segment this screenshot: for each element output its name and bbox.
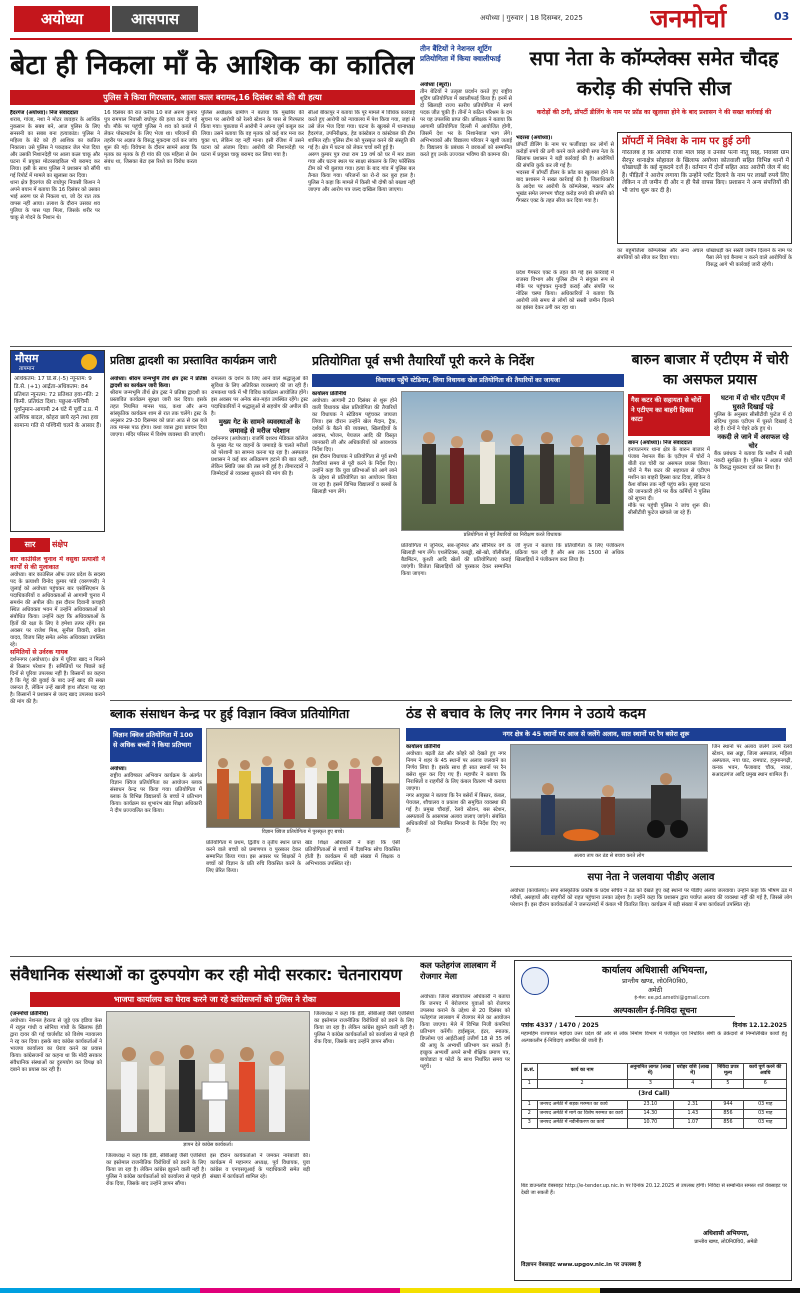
story2-col2 [516,270,614,330]
story5-sub2: नकदी ले जाने में असफल रहे चोर [717,433,789,450]
story3-para2: रामलला के दर्शन के लिए आने वाले श्रद्धालुओं की सुविधा के लिए अतिरिक्त व्यवस्थाएं की जा रही हैं। रामकथा पार्क में भी विविध कार्यक्रम आयोजित होंगे। इस अवसर पर अनेक संत-महंत उपस्थित रहेंगे। ट्रस्ट पदाधिकारियों ने श्रद्धालुओं से सहयोग की अपील की है। [211,376,308,417]
story2-col3 [617,248,703,308]
tender-cell-fee: 856 [712,1119,744,1128]
story5-col2 [714,394,792,696]
story3-headline: प्रतिष्ठा द्वादशी का प्रस्तावित कार्यक्रम जारी [110,354,277,367]
story9-col2 [106,1153,206,1281]
story5-sub1: घटना में दो चोर एटीएम में घुसते दिखाई पड़े [721,394,785,411]
divider-top [10,346,792,347]
story4-subhead: विधायक पहुँचे स्टेडियम, लिया विधायक खेल प्रतियोगिता की तैयारियों का जायजा [312,374,624,387]
story4-col1 [312,391,397,696]
story9-photo-caption: ज्ञापन देते कांग्रेस कार्यकर्ता। [106,1142,310,1151]
tender-cell-sn: 1 [522,1100,538,1109]
short-news-col [10,556,105,952]
tender-table-group-row [522,1089,787,1100]
story1-para3: 16 दिसंबर की रात करीब 10 बजे अरुण कुमार पुत्र रामपाल निवासी राघोपुर की हत्या कर दी गई थी। मौके पर पहुंची पुलिस ने शव को कब्जे में लेकर पोस्टमार्टम के लिए भेजा था। परिजनों की तहरीर पर अज्ञात के विरुद्ध मुकदमा दर्ज कर जांच शुरू की गई। विवेचना के दौरान सामने आया कि मृतक का मृतक के ही गांव की एक महिला से प्रेम संबंध था, जिसका बेटा इस रिश्ते का विरोध करता था। [104,110,197,172]
story4-headline: प्रतियोगिता पूर्व सभी तैयारियाँ पूरी करने के निर्देश [312,353,535,368]
tender-idx-5: 5 [712,1079,744,1088]
masthead-rule [10,38,792,40]
story6-box: विज्ञान क्विज प्रतियोगिता में 100 से अधिक बच्चों ने किया प्रतिभाग [110,728,202,762]
sun-icon [81,354,97,370]
weather-subtitle: तापमान [19,366,35,372]
story2-box-title: प्रॉपर्टी में निवेश के नाम पर हुई ठगी [622,136,751,147]
story6-col3 [305,840,400,952]
story2-para2: भदरसा में प्रॉपर्टी डीलर के फ्रॉड का खुलासा होने के बाद प्रशासन ने सख्त कार्रवाई की है। जिलाधिकारी के आदेश पर आरोपी के कॉम्प्लेक्स, मकान और भूखंड समेत लगभग चौदह करोड़ रुपये की संपत्ति को गैंगस्टर एक्ट के तहत सीज कर दिया गया है। [516,170,614,204]
weather-body: अधिकतम: 17 डि.से.(-5) न्यूनतम: 9 डि.से. (+1) आर्द्रता-अधिकतम: 84 प्रतिशत न्यूनतम: 72 प्रतिशत हवा-गति: 2 किमी. प्रतिघंटा दिशा: पछुआ-पश्चिमी पूर्वानुमान-आगामी 24 घंटे में पूर्वी उ.प्र. में आंशिक बादल, कोहरा छाये रहने तथा हवा सामान्य गति से पश्चिमी चलने के आसार हैं। [14,376,102,429]
shooting-body [420,82,512,270]
story4-photo-caption: प्रतियोगिता से पूर्व तैयारियों का निरीक्षण करते विधायक [401,532,624,541]
tender-city: अमेठी [647,986,663,994]
story5-para2: मौके पर पहुंची पुलिस ने जांच शुरू की। सीसीटीवी फुटेज खंगाले जा रहे हैं। [628,503,710,516]
story9-para1: अयोध्या। नेशनल हेराल्ड से जुड़े एक इडिया केस में राहुल गांधी व सोनिया गांधी के खिलाफ ईडी द्वारा दायर की गई चार्जशीट को विशेष न्यायालय ने रद्द कर दिया। इसके बाद कांग्रेस कार्यकर्ताओं ने भाजपा कार्यालय का घेराव करने का प्रयास किया। कांग्रेसजनों का कहना था कि मोदी सरकार संवैधानिक संस्थाओं का दुरुपयोग कर विपक्ष को दबाने का प्रयास कर रही है। [10,1018,102,1073]
story2-box-body: गौरतलब है कि आरोपी राजा माल सिंह व उनकी पत्नी नीतू सिंह, निवासी ग्राम सैरपुर थानाक्षेत्र सोहावल के खिलाफ अयोध्या कोतवाली सहित विभिन्न थानों में धोखाधड़ी के कई मुकदमे दर्ज हैं। वर्तमान में दोनों सहित आठ आरोपी जेल में बंद हैं। पीड़ितों ने आरोप लगाया कि उन्होंने प्लॉट दिलाने के नाम पर लाखों रुपये लिए लेकिन न तो जमीन दी और न ही पैसे वापस किए। प्रशासन ने अन्य संपत्तियों की भी जांच शुरू कर दी है। [622,150,789,194]
story2-para1: प्रॉपर्टी डीलिंग के नाम पर फर्जीवाड़ा कर लोगों से करोड़ों रुपये की ठगी करने वाले आरोपी सपा नेता के खिलाफ प्रशासन ने बड़ी कार्रवाई की है। आरोपियों की संपत्ति कुर्क कर ली गई है। [516,142,614,169]
divider-mid [110,700,792,701]
tender-intro: महामहिम राज्यपाल महोदय उत्तर प्रदेश की ओर से लोक निर्माण विभाग में पंजीकृत एवं निर्धारित श्रेणी के ठेकेदारों से निम्नलिखित कार्यों हेतु अल्पकालीन ई-निविदाएं आमंत्रित की जाती हैं। [521,1031,787,1044]
story3-para3: दर्शननगर (अयोध्या)। राजर्षि दशरथ मेडिकल कॉलेज के मुख्य गेट पर वाहनों के जमावड़े के चलते मरीजों को परेशानी का सामना करना पड़ रहा है। अस्पताल प्रशासन ने कई बार अतिक्रमण हटाने की बात कही, लेकिन स्थिति जस की तस बनी हुई है। तीमारदारों ने जिम्मेदारों से व्यवस्था सुधारने की मांग की है। [211,436,308,477]
story9-photo [106,1011,310,1141]
tender-ad-ref: विज्ञापन वेबसाइट www.upgov.nic.in पर उपलब्ध है [521,1262,641,1268]
tender-table-header [522,1064,787,1080]
tender-cell-name: जनपद अमेठी में नवीनीकरण का कार्य [537,1119,627,1128]
shooting-kicker: तीन बैंटियों ने नेशनल शूटिंग प्रतियोगिता में किया क्वालीफाई [420,44,501,63]
story4-para4: जी गुप्ता ने बताया कि प्रतियोगिता के लिए पंजीकरण प्रक्रिया चल रही है और अब तक 1500 से अधिक खिलाड़ियों ने पंजीकरण करा लिया है। [515,543,624,563]
tender-email: ई-मेल: ee.pd.amethi@gmail.com [634,996,710,1001]
brand-logo: जनमोर्चा [650,4,727,33]
story5-para4: बैंक प्रबंधक ने बताया कि मशीन में रखी नकदी सुरक्षित है। पुलिस ने अज्ञात चोरों के विरुद्ध मुकदमा दर्ज कर लिया है। [714,451,792,471]
print-registration-strip [0,1288,800,1293]
story5-para1: इनायतनगर थाना क्षेत्र के बारुन बाजार में पंजाब नेशनल बैंक के एटीएम में चोरों ने बीती रात चोरी का असफल प्रयास किया। चोरों ने गैस कटर की सहायता से एटीएम मशीन का बाहरी हिस्सा काट दिया, लेकिन वे कैश बॉक्स तक नहीं पहुंच सके। सुबह घटना की जानकारी होने पर बैंक कर्मियों ने पुलिस को सूचना दी। [628,447,710,502]
story2-box [617,132,792,244]
short-news-header [10,538,105,552]
tender-idx-4: 4 [674,1079,712,1088]
table-row [522,1109,787,1118]
story6-photo [206,728,400,828]
story9-para2: जिलाध्यक्ष ने कहा कि ईडी, सीबीआई जैसी एजेंसियों का इस्तेमाल राजनीतिक विरोधियों को डराने के लिए किया जा रहा है। लेकिन कांग्रेस झुकने वाली नहीं है। पुलिस ने कांग्रेस कार्यकर्ताओं को कार्यालय से पहले ही रोक दिया, जिसके बाद उन्होंने ज्ञापन सौंपा। [106,1153,206,1187]
story7-para1: अयोध्या। बढ़ती ठंड और कोहरे को देखते हुए नगर निगम ने शहर के 45 स्थानों पर अलाव जलवाने का निर्णय लिया है। इसके साथ ही सात स्थानों पर रैन बसेरा शुरू कर दिए गए हैं। महापौर ने बताया कि निराश्रितों व राहगीरों के लिए कंबल वितरण भी कराया जाएगा। [406,751,506,792]
tender-cell-period: 03 माह [744,1100,787,1109]
tender-th-cost: अनुमानित लागत (लाख में) [627,1064,674,1080]
story7-headline: ठंड से बचाव के लिए नगर निगम ने उठाये कदम [406,706,646,722]
story6-photo-caption: विज्ञान क्विज प्रतियोगिता में पुरस्कृत हुए बच्चे। [206,829,400,838]
tender-table-group: (3rd Call) [522,1089,787,1100]
story7-col1 [406,744,506,920]
table-row [522,1119,787,1128]
tender-cell-cost: 23.10 [627,1100,674,1109]
masthead [0,0,800,38]
story5-headline: बारुन बाजार में एटीएम में चोरी का असफल प्रयास [631,352,789,388]
story1-col1 [10,110,100,344]
story1-col2 [104,110,197,344]
story8-headline: सपा नेता ने जलवाया पीडीए अलाव [587,872,715,883]
story7-photo [510,744,708,852]
story10-headline: कल फतेहगंज लालबाग में रोजगार मेला [420,960,496,981]
story9-dateline: (जनमोर्चा प्रतिनिधि) [10,1011,49,1017]
story3-col2 [211,376,308,696]
story7-photo-figures [511,745,708,852]
story3-dateline: अयोध्या। श्रीराम जन्मभूमि तीर्थ क्षेत्र ट्रस्ट ने प्रतिष्ठा द्वादशी का कार्यक्रम जारी किया। [110,376,207,389]
tender-th-sn: क्र.सं. [522,1064,538,1080]
short-news-title-right: संक्षेप [52,540,68,549]
story9-col4 [314,1011,414,1281]
tender-th-emd: धरोहर राशि (लाख में) [674,1064,712,1080]
tender-notice [514,960,792,1281]
tender-cell-name: जनपद अमेठी में मार्ग का विशेष मरम्मत का कार्य [537,1109,627,1118]
story4-col2 [401,543,511,696]
tender-idx-1: 1 [522,1079,538,1088]
tender-cell-period: 03 माह [744,1119,787,1128]
tender-cell-name: जनपद अमेठी में सड़क मरम्मत का कार्य [537,1100,627,1109]
weather-title: मौसम [15,352,39,365]
story7-dateline: कार्यालय प्रतिनिधि [406,744,441,750]
tender-cell-cost: 10.70 [627,1119,674,1128]
weather-box [10,350,105,532]
story5-col1 [628,440,710,696]
story2-para5: धोखाधड़ी कर सस्ती जमीन दिलाने के नाम पर पैसा लेने एवं बैनामा न करने वाले आरोपियों के विरुद्ध आगे भी कार्रवाई जारी रहेगी। [706,248,792,268]
story9-col3 [210,1153,310,1281]
story8-body: अयोध्या (कार्यालय)। सपा सांस्कृतिक प्रकोष्ठ के प्रदेश सचिव ने ठंड को देखते हुए कई स्थानों पर पीडीए अलाव जलवाया। उन्होंने कहा कि भीषण ठंड में गरीबों, असहायों और राहगीरों को राहत पहुंचाना उनका उद्देश्य है। उन्होंने कहा कि प्रशासन द्वारा पर्याप्त अलाव की व्यवस्था नहीं की गई है, जिससे लोग परेशान हैं। इस दौरान कार्यकर्ताओं ने जरूरतमंदों में कंबल भी वितरित किए। कार्यक्रम में बड़ी संख्या में सपा कार्यकर्ता उपस्थित रहे। [510,888,792,908]
story1-subhead: पुलिस ने किया गिरफ्तार, आला कत्ल बरामद,16 दिसंबर को की थी हत्या [10,90,415,105]
tender-date: दिनांक 12.12.2025 [732,1022,787,1029]
story7-para3: जिन स्थानों पर अलाव जलेंगे उनमें रेलवे स्टेशन, बस अड्डा, जिला अस्पताल, महिला अस्पताल, नया घाट, रामघाट, हनुमानगढ़ी, कनक भवन, फैजाबाद चौक, नाका, सआदतगंज आदि प्रमुख स्थान शामिल हैं। [712,744,792,778]
story3-para1: श्रीराम जन्मभूमि तीर्थ क्षेत्र ट्रस्ट ने प्रतिष्ठा द्वादशी का प्रस्तावित कार्यक्रम सुरक्षा जारी कर दिया। इसके तहत नियमित मानस पाठ, कथा और अन्य सांस्कृतिक कार्यक्रम शाम से रात तक चलेंगे। ट्रस्ट के अनुसार 29-30 दिसम्बर को प्रातः आठ से दस बजे तक मानस पाठ होगा। कथा व्यास द्वारा प्रवचन दिया जाएगा। मंदिर परिसर में विशेष व्यवस्था की जाएगी। [110,390,207,438]
story6-col2 [206,840,301,952]
up-emblem-icon [521,967,549,995]
story8-box [510,866,792,952]
tender-cell-sn: 2 [522,1109,538,1118]
shooting-para: तीन बेटियों ने उत्कृष्ट प्रदर्शन करते हुए राष्ट्रीय शूटिंग प्रतियोगिता में क्वालीफाई किया है। इनमें से दो खिलाड़ी राज्य स्तरीय प्रतियोगिता में स्वर्ण पदक जीत चुकी हैं। तीनों ने कठिन परिश्रम के दम पर यह उपलब्धि प्राप्त की। प्रशिक्षक ने बताया कि आगामी प्रतियोगिता दिल्ली में आयोजित होगी, जिसमें देश भर के निशानेबाज भाग लेंगे। अभिभावकों और विद्यालय परिवार ने खुशी जताई है। विद्यालय के प्रबंधक ने छात्राओं को सम्मानित करते हुए उनके उज्ज्वल भविष्य की कामना की। [420,89,512,158]
short-news-title-left: सार [10,538,50,552]
story4-para1: अयोध्या। आगामी 20 दिसंबर से शुरू होने वाली विधायक खेल प्रतियोगिता की तैयारियों का विधायक ने स्टेडियम पहुंचकर जायजा लिया। इस दौरान उन्होंने खेल मैदान, ट्रैक, दर्शकों के बैठने की व्यवस्था, खिलाड़ियों के आवास, भोजन, पेयजल आदि की विस्तृत जानकारी ली और अधिकारियों को आवश्यक निर्देश दिए। [312,398,397,453]
story2-headline: सपा नेता के कॉम्प्लेक्स समेत चौदह करोड़ की संपत्ति सीज [529,47,779,100]
table-row [522,1100,787,1109]
story9-photo-figures [107,1012,310,1141]
tender-table [521,1063,787,1129]
masthead-dateline: अयोध्या | गुरुवार | 18 दिसम्बर, 2025 [480,14,583,22]
section-label-right: आसपास [112,6,198,32]
story2-col4 [706,248,792,308]
tender-signature-sub: प्रान्तीय खण्ड, लो0नि0वि0, अमेठी [694,1239,758,1245]
story6-para2: प्रतियोगिता में प्रथम, द्वितीय व तृतीय स्थान प्राप्त करने वाले बच्चों को प्रमाणपत्र व पुरस्कार देकर सम्मानित किया गया। इस अवसर पर शिक्षकों ने बच्चों को विज्ञान के प्रति रुचि विकसित करने के लिए प्रेरित किया। [206,840,301,874]
tender-dept: प्रान्तीय खण्ड, लो0नि0वि0, [622,977,688,985]
story5-para3: पुलिस के अनुसार सीसीटीवी फुटेज में दो संदिग्ध युवक एटीएम में घुसते दिखाई दे रहे हैं। दोनों ने चेहरे ढके हुए थे। [714,412,792,432]
tender-cell-emd: 1.43 [674,1109,712,1118]
story1-para2: थाना क्षेत्र हैदरगंज की राघोपुर निवासी किशन ने अपने बयान में बताया कि 16 दिसंबर को उसका भाई अरुण घर से निकला था, जो देर रात तक वापस नहीं आया। तलाश के दौरान उसका शव पुलिया के पास पड़ा मिला, जिसके शरीर पर चाकू से गोदने के निशान थे। [10,180,100,221]
story3-subhead: मुख्य गेट के सामने व्यवस्थाओं के जमावड़े से मरीज परेशान [218,418,301,435]
story1-para5: सीओ बीकापुर ने बताया कि पूरे मामले में विधिक कार्रवाई करते हुए आरोपी को न्यायालय में पेश किया गया, जहां से उसे जेल भेज दिया गया। घटना के खुलासे में थानाध्यक्ष हैदरगंज, उपनिरीक्षक, हेड कांस्टेबल व कांस्टेबल की टीम शामिल रही। पुलिस टीम को पुरस्कृत करने की संस्तुति की गई है। क्षेत्र में घटना को लेकर चर्चा बनी हुई है। [308,110,415,151]
tender-cell-period: 03 माह [744,1109,787,1118]
story4-photo [401,391,624,531]
tender-idx-6: 6 [744,1079,787,1088]
story1-para6: अरुण कुमार पुत्र राधा राम 19 वर्ष को घर में मार डाला गया और घटना स्थल पर साक्ष्य संकलन के लिए फॉरेंसिक टीम को भी बुलाया गया। हत्या के बाद गांव में पुलिस बल तैनात किया गया। परिजनों का रो-रो कर बुरा हाल है। पुलिस ने कहा कि मामले में किसी भी दोषी को बख्शा नहीं जाएगा और आरोप पत्र जल्द दाखिल किया जाएगा। [308,152,415,193]
story4-photo-figures [402,392,624,531]
tender-footer: बिड डाउनलोड वेबसाइट http://e-tender.up.nic.in पर दिनांक 20.12.2025 से उपलब्ध होगी। निविदा से सम्बन्धित समस्त शर्तें वेबसाइट पर देखी जा सकती हैं। [521,1183,787,1196]
tender-cell-fee: 856 [712,1109,744,1118]
story2-col1 [516,135,614,270]
story1-dateline: हैदरगंज (अयोध्या)। निज संवाददाता [10,110,79,116]
story4-dateline: कार्यालय प्रतिनिधि [312,391,347,397]
story4-col3 [515,543,624,696]
weather-header [11,351,104,373]
story9-col1 [10,1011,102,1281]
story3-col1 [110,376,207,696]
story9-headline: संवैधानिक संस्थाओं का दुरुपयोग कर रही मोदी सरकार: चेतनारायण [10,965,402,984]
tender-cell-fee: 944 [712,1100,744,1109]
story2-para3: प्रदेश गैंगस्टर एक्ट के तहत की गई इस कार्रवाई में राजस्व विभाग और पुलिस टीम ने संयुक्त रूप से मौके पर पहुंचकर मुनादी कराई और संपत्ति पर नोटिस चस्पा किया। अधिकारियों ने बताया कि आरोपी लंबे समय से लोगों को सस्ती जमीन दिलाने का झांसा देकर ठगी कर रहा था। [516,270,614,311]
story7-para2: नगर आयुक्त ने बताया कि रैन बसेरों में बिस्तर, कंबल, पेयजल, शौचालय व प्रकाश की समुचित व्यवस्था की गई है। प्रमुख चौराहों, रेलवे स्टेशन, बस स्टेशन, अस्पतालों के आसपास अलाव जलाए जाएंगे। संबंधित अधिकारियों को नियमित निगरानी के निर्देश दिए गए हैं। [406,793,506,834]
story2-para4: का बहुमंजिला कॉम्प्लेक्स और अन्य अचल संपत्तियों को सीज कर दिया गया। [617,248,703,261]
tender-cell-emd: 1.07 [674,1119,712,1128]
story10-para: अयोध्या। जिला सेवायोजन अधिकारी ने बताया कि जनपद में बेरोजगार युवाओं को रोजगार उपलब्ध कराने के उद्देश्य से 20 दिसंबर को फतेहगंज लालबाग में रोजगार मेले का आयोजन किया जाएगा। मेले में विभिन्न निजी कंपनियां प्रतिभाग करेंगी। हाईस्कूल, इंटर, स्नातक, डिप्लोमा एवं आईटीआई उत्तीर्ण 18 से 35 वर्ष की आयु के अभ्यर्थी प्रतिभाग कर सकते हैं। इच्छुक अभ्यर्थी अपने सभी शैक्षिक प्रमाण पत्र, बायोडाटा व फोटो के साथ निर्धारित समय पर पहुंचें। [420,994,510,1070]
story4-para2: इस दौरान विधायक ने प्रतियोगिता से पूर्व सभी तैयारियां समय से पूरी करने के निर्देश दिए। उन्होंने कहा कि युवा प्रतिभाओं को आगे लाने के उद्देश्य से प्रतियोगिता का आयोजन किया जा रहा है। इसमें विभिन्न विद्यालयों व क्लबों के खिलाड़ी भाग लेंगे। [312,454,397,495]
story7-subhead: नगर क्षेत्र के 45 स्थानों पर आज से जलेंगे अलाव, सात स्थानों पर रैन बसेरा शुरू [406,728,786,741]
story2-subhead: करोड़ों की ठगी, प्रॉपर्टी डीलिंग के नाम पर फ्रॉड का खुलासा होने के बाद प्रशासन ने की सख्त कार्रवाई की [536,109,772,116]
divider-lower [10,956,792,957]
story1-col3 [201,110,304,344]
tender-th-name: कार्य का नाम [537,1064,627,1080]
story9-subhead: भाजपा कार्यालय का घेराव करने जा रहे कांग्रेसजनों को पुलिस ने रोका [30,992,400,1007]
story6-headline: ब्लाक संसाधन केन्द्र पर हुई विज्ञान क्विज प्रतियोगिता [110,706,350,721]
story6-para3: खंड शिक्षा अधिकारी ने कहा कि ऐसी प्रतियोगिताओं से बच्चों में वैज्ञानिक सोच विकसित होती है। कार्यक्रम में बड़ी संख्या में शिक्षक व अभिभावक उपस्थित रहे। [305,840,400,867]
short-news-item2-head: समितियों से उर्वरक गायब [10,649,68,656]
tender-idx-2: 2 [537,1079,627,1088]
story1-col4 [308,110,415,344]
story1-headline: बेटा ही निकला माँ के आशिक का कातिल [10,50,415,81]
story9-para4: जिलाध्यक्ष ने कहा कि ईडी, सीबीआई जैसी एजेंसियों का इस्तेमाल राजनीतिक विरोधियों को डराने के लिए किया जा रहा है। लेकिन कांग्रेस झुकने वाली नहीं है। पुलिस ने कांग्रेस कार्यकर्ताओं को कार्यालय से पहले ही रोक दिया, जिसके बाद उन्होंने ज्ञापन सौंपा। [314,1011,414,1045]
story1-para4: पुलिस अधीक्षक ग्रामीण ने बताया कि मुखबिर की सूचना पर आरोपी को रेलवे स्टेशन के पास से गिरफ्तार किया गया। पूछताछ में आरोपी ने अपना जुर्म कबूल कर लिया। उसने बताया कि वह मृतक को कई बार मना कर चुका था, लेकिन वह नहीं माना। इसी रंजिश में उसने घटना को अंजाम दिया। आरोपी की निशानदेही पर घटना में प्रयुक्त चाकू बरामद कर लिया गया है। [201,110,304,158]
tender-cell-sn: 3 [522,1119,538,1128]
page-number: 03 [774,10,790,23]
story1-para1: शराब, गांजा, नशा ने मोटर व्यवहार के आर्थिक नुकसान के सबब बने, आज पुलिस के लिए सनसनी का सबब बना हत्याकांड। पुलिस ने महिला के बेटे को ही आशिक का कातिल निकाला। उसे पुलिस ने पकड़कर जेल भेज दिया और उसकी निशानदेही पर आला कत्ल चाकू और घटना में प्रयुक्त मोटरसाइकिल भी बरामद कर लिया। इसी के साथ पुलिस ने प्रशासन को सौंपी गई रिपोर्ट में मामले का खुलासा कर दिया। [10,117,100,179]
story7-photo-caption: अलाव ताप कर ठंड से बचाव करते लोग [510,853,708,862]
tender-th-fee: निविदा प्रपत्र मूल्य [712,1064,744,1080]
section-label-left: अयोध्या [14,6,110,32]
story4-para3: प्रतियोगिता में जूनियर, सब-जूनियर और सीनियर वर्ग के खिलाड़ी भाग लेंगे। एथलेटिक्स, कबड्डी, खो-खो, वॉलीबॉल, बैडमिंटन, कुश्ती आदि खेलों की प्रतियोगिताएं कराई जाएंगी। विजेता खिलाड़ियों को पुरस्कार देकर सम्मानित किया जाएगा। [401,543,511,577]
story6-para1: राष्ट्रीय आविष्कार अभियान कार्यक्रम के अंतर्गत विज्ञान क्विज प्रतियोगिता का आयोजन ब्लाक संसाधन केन्द्र पर किया गया। प्रतियोगिता में ब्लाक के विभिन्न विद्यालयों के बच्चों ने प्रतिभाग किया। कार्यक्रम का शुभारंभ खंड शिक्षा अधिकारी ने दीप प्रज्ज्वलित कर किया। [110,773,202,814]
story2-dateline: भदरसा (अयोध्या)। [516,135,553,141]
tender-signature-title: अधिशासी अभियन्ता, [702,1230,750,1237]
story5-box: गैस कटर की सहायता से चोरों ने एटीएम का बाहरी हिस्सा काटा [628,394,710,436]
tender-office: कार्यालय अधिशासी अभियन्ता, [602,965,708,976]
short-news-item2-body: दर्शननगर (अयोध्या)। क्षेत्र में यूरिया खाद न मिलने से किसान परेशान हैं। समितियों पर पिछले कई दिनों से यूरिया उपलब्ध नहीं है। किसानों का कहना है कि गेहूं की बुवाई के बाद उन्हें खाद की सख्त जरूरत है, लेकिन उन्हें खाली हाथ लौटना पड़ रहा है। किसानों ने प्रशासन से जल्द खाद उपलब्ध कराने की मांग की है। [10,657,105,705]
story6-photo-figures [207,729,400,828]
tender-notice-title: अल्पकालीन ई-निविदा सूचना [575,1005,735,1017]
story5-dateline: बारुन (अयोध्या)। निज संवाददाता [628,440,692,446]
tender-table-index-row [522,1079,787,1088]
story6-dateline: अयोध्या। [110,766,127,772]
tender-th-period: कार्य पूर्ण करने की अवधि [744,1064,787,1080]
story9-para3: इस दौरान कार्यकर्ताओं ने जमकर नारेबाजी की। कार्यक्रम में महानगर अध्यक्ष, पूर्व विधायक, युवा कांग्रेस व एनएसयूआई के पदाधिकारी समेत बड़ी संख्या में कार्यकर्ता शामिल रहे। [210,1153,310,1180]
tender-cell-emd: 2.31 [674,1100,712,1109]
story6-col1 [110,766,202,952]
tender-letter-no: पत्रांक 4337 / 1470 / 2025 [521,1022,599,1029]
story10-body [420,994,510,1281]
short-news-item1-body: अयोध्या। बार काउंसिल ऑफ उत्तर प्रदेश के सदस्य पद के प्रत्याशी विनोद कुमार पांडे (वरुणपरी) ने जुलाई को अयोध्या पहुंचकर बार एसोसिएशन के पदाधिकारियों व अधिवक्ताओं से आगामी चुनाव में समर्थन की अपील की। इस दौरान दिवानी कचहरी स्थित अधिवक्ता भवन में उन्होंने अधिवक्ताओं को संबोधित किया। उन्होंने कहा कि अधिवक्ताओं के हितों की रक्षा के लिए वे हमेशा तत्पर रहेंगे। इस अवसर पर राजेश मिश्र, सुनील तिवारी, राकेश यादव, विजय सिंह समेत अनेक अधिवक्ता उपस्थित रहे। [10,572,105,648]
tender-idx-3: 3 [627,1079,674,1088]
short-news-item1-head: बार काउंसिल चुनाव में वसुधा प्रत्याशी ने कार्यों से की मुलाकात [10,556,105,571]
shooting-dateline: अयोध्या (ब्यूरो)। [420,82,452,88]
tender-cell-cost: 14.30 [627,1109,674,1118]
